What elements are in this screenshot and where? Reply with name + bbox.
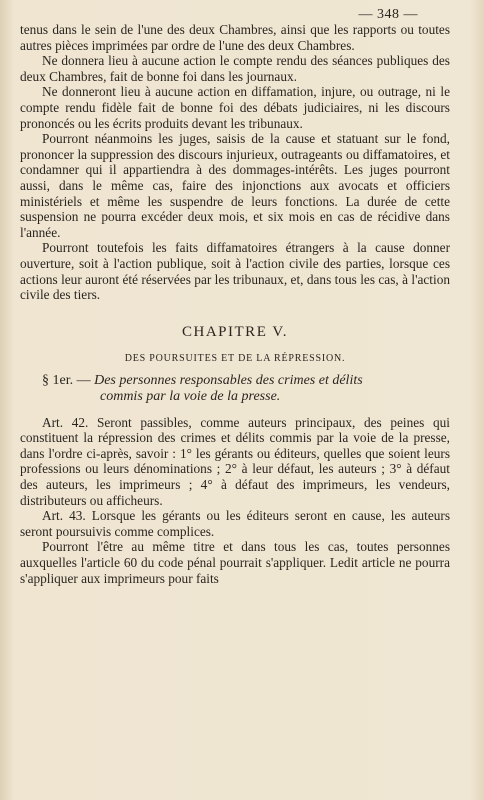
section-title-line1: Des personnes responsables des crimes et délits — [94, 372, 363, 388]
chapter-title: CHAPITRE V. — [182, 323, 288, 340]
paragraph: Pourront l'être au même titre et dans tous les cas, toutes personnes auxquelles l'article 60 du code pénal pourrait s'appliquer. Ledit article ne pourra s'appliquer aux imprimeurs pour faits — [20, 539, 450, 586]
paragraph-continuation: tenus dans le sein de l'une des deux Chambres, ainsi que les rapports ou toutes autres pièces imprimées par ordre de l'une des deux Chambres. — [20, 22, 450, 53]
article-42: Art. 42. Seront passibles, comme auteurs principaux, des peines qui constituent la répression des crimes et délits commis par la voie de la presse, dans l'ordre ci-après, savoir : 1° les gérants ou éditeurs, quelles que soient leurs professions ou leurs dénominations ; 2° à leur défaut, les auteurs ; 3° à défaut des auteurs, les imprimeurs ; 4° à défaut des imprimeurs, les vendeurs, distributeurs ou afficheurs. — [20, 414, 450, 508]
article-43: Art. 43. Lorsque les gérants ou les éditeurs seront en cause, les auteurs seront poursuivis comme complices. — [20, 508, 450, 539]
paragraph: Ne donnera lieu à aucune action le compte rendu des séances publiques des deux Chambres, fait de bonne foi dans les journaux. — [20, 53, 450, 84]
section-number: § 1er. — — [42, 372, 91, 388]
page-number: — 348 — — [358, 7, 418, 22]
body-text-top — [20, 22, 450, 303]
paragraph: Pourront néanmoins les juges, saisis de la cause et statuant sur le fond, prononcer la suppression des discours injurieux, outrageants ou diffamatoires, et condamner qui il appartiendra à des dommages-intérêts. Les juges pourront aussi, dans le même cas, faire des injonctions aux avocats et officiers ministériels et même les suspendre de leurs fonctions. La durée de cette suspension ne pourra excéder deux mois, et six mois en cas de récidive dans l'année. — [20, 131, 450, 240]
body-text-articles — [20, 415, 450, 587]
paragraph: Pourront toutefois les faits diffamatoires étrangers à la cause donner ouverture, soit à l'action publique, soit à l'action civile des parties, lorsque ces actions leur auront été réservées par les tribunaux, et, dans tous les cas, à l'action civile des tiers. — [20, 240, 450, 303]
section-title-line2: commis par la voie de la presse. — [100, 389, 281, 405]
section-heading — [20, 373, 450, 406]
paragraph: Ne donneront lieu à aucune action en diffamation, injure, ou outrage, ni le compte rendu fidèle fait de bonne foi des débats judiciaires, ni les discours prononcés ou les écrits produits devant les tribunaux. — [20, 84, 450, 131]
chapter-subtitle: DES POURSUITES ET DE LA RÉPRESSION. — [124, 352, 346, 364]
